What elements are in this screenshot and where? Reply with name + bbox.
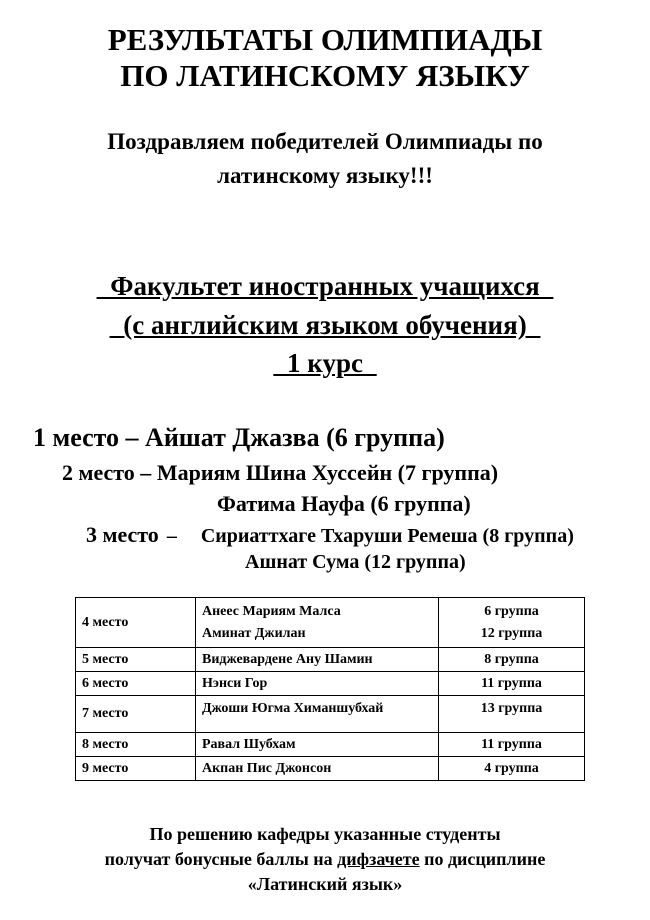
congrats-line-2: латинскому языку!!! bbox=[217, 163, 433, 188]
table-row bbox=[76, 672, 585, 696]
first-place-winner: Айшат Джазва (6 группа) bbox=[145, 423, 445, 452]
table-row bbox=[76, 598, 585, 648]
name-cell: Джоши Югма Химаншубхай bbox=[196, 696, 439, 733]
student-group: 12 группа bbox=[480, 625, 543, 641]
third-place-winner-1: Сириаттхаге Тхаруши Ремеша (8 группа) bbox=[200, 525, 574, 547]
footer-line-3: «Латинский язык» bbox=[247, 874, 403, 894]
second-place-winner-2: Фатима Науфа (6 группа) bbox=[217, 491, 471, 516]
place-cell: 9 место bbox=[76, 757, 196, 781]
table-row bbox=[76, 733, 585, 757]
third-place-winner-2: Ашнат Сума (12 группа) bbox=[245, 551, 466, 573]
faculty-line-1: _Факультет иностранных учащихся_ bbox=[96, 271, 554, 301]
student-name: Анеес Мариям Малса bbox=[202, 603, 341, 619]
third-place bbox=[86, 522, 574, 548]
place-cell: 7 место bbox=[76, 696, 196, 733]
faculty-line-2: _(с английским языком обучения)_ bbox=[109, 310, 541, 340]
place-cell: 5 место bbox=[76, 648, 196, 672]
group-cell: 11 группа bbox=[439, 672, 585, 696]
place-cell: 8 место bbox=[76, 733, 196, 757]
footer-line-2-end: по дисциплине bbox=[419, 849, 546, 869]
second-place bbox=[62, 460, 498, 486]
table-row bbox=[76, 757, 585, 781]
footer-line-2 bbox=[0, 846, 650, 872]
group-cell bbox=[439, 598, 585, 648]
place-cell: 6 место bbox=[76, 672, 196, 696]
place-cell: 4 место bbox=[76, 598, 196, 648]
table-row bbox=[76, 648, 585, 672]
congrats-line-1: Поздравляем победителей Олимпиады по bbox=[107, 129, 543, 154]
footer-underlined-word: дифзачете bbox=[337, 849, 420, 869]
second-place-label: 2 место – bbox=[62, 460, 152, 485]
footer-line-1: По решению кафедры указанные студенты bbox=[149, 824, 501, 844]
table-row bbox=[76, 696, 585, 733]
name-cell: Нэнси Гор bbox=[196, 672, 439, 696]
name-cell bbox=[196, 598, 439, 648]
third-place-label: 3 место bbox=[86, 522, 159, 547]
name-cell: Акпан Пис Джонсон bbox=[196, 757, 439, 781]
name-cell: Равал Шубхам bbox=[196, 733, 439, 757]
group-cell: 4 группа bbox=[439, 757, 585, 781]
second-place-winner-1: Мариям Шина Хуссейн (7 группа) bbox=[156, 460, 499, 485]
third-place-dash: – bbox=[166, 525, 177, 547]
group-cell: 11 группа bbox=[439, 733, 585, 757]
group-cell: 8 группа bbox=[439, 648, 585, 672]
first-place-label: 1 место – bbox=[33, 423, 139, 452]
footer-line-2-start: получат бонусные баллы на bbox=[104, 849, 338, 869]
student-group: 6 группа bbox=[484, 603, 539, 619]
name-cell: Виджевардене Ану Шамин bbox=[196, 648, 439, 672]
group-cell: 13 группа bbox=[439, 696, 585, 733]
first-place bbox=[33, 423, 445, 453]
student-name: Аминат Джилан bbox=[202, 625, 306, 641]
results-table bbox=[75, 597, 585, 781]
page-title-line-1: РЕЗУЛЬТАТЫ ОЛИМПИАДЫ bbox=[107, 22, 543, 57]
page-title-line-2: ПО ЛАТИНСКОМУ ЯЗЫКУ bbox=[120, 58, 530, 93]
faculty-course: _1 курс_ bbox=[273, 348, 377, 378]
